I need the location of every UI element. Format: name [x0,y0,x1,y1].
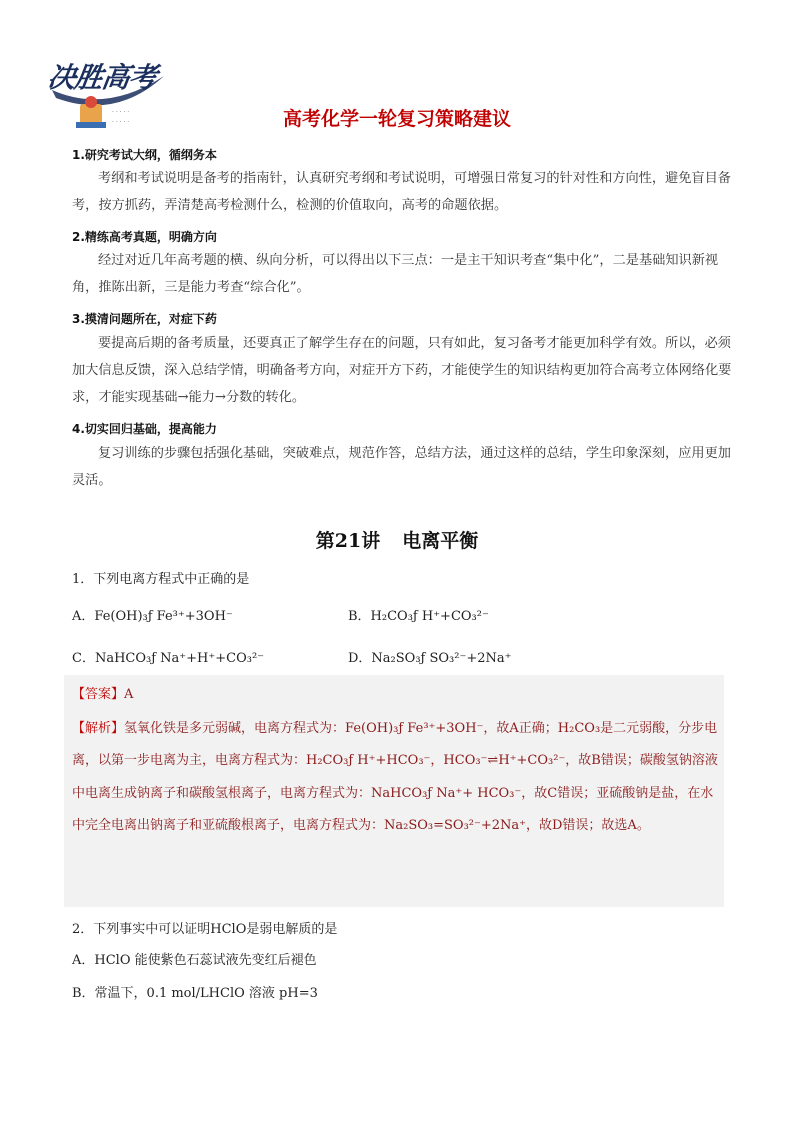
logo-text: 决胜高考 [45,61,159,94]
question-2-stem: 2．下列事实中可以证明HClO是弱电解质的是 [72,922,338,937]
analysis-tag: 【解析】 [72,721,125,736]
answer-tag: 【答案】 [72,687,125,702]
q1-option-b: B．H₂CO₃ƒ H⁺+CO₃²⁻ [348,609,489,624]
svg-text:· · · · ·: · · · · · [112,109,130,116]
lecture-title [0,526,794,553]
q1-option-a: A．Fe(OH)₃ƒ Fe³⁺+3OH⁻ [72,609,233,624]
advice-heading-1: 1.研究考试大纲，循纲务本 [72,148,217,162]
advice-body-2-text: 经过对近几年高考题的横、纵向分析，可以得出以下三点：一是主干知识考查“集中化”，二是基础知识新视角，推陈出新，三是能力考查“综合化”。 [72,253,719,295]
advice-heading-3: 3.摸清问题所在，对症下药 [72,312,217,326]
advice-heading-4: 4.切实回归基础，提高能力 [72,422,217,436]
svg-text:· · · · ·: · · · · · [112,119,130,126]
q1-analysis [72,713,722,843]
q1-option-c: C．NaHCO₃ƒ Na⁺+H⁺+CO₃²⁻ [72,651,265,666]
advice-body-3 [72,330,732,411]
q1-option-d: D．Na₂SO₃ƒ SO₃²⁻+2Na⁺ [348,651,512,666]
advice-body-1-text: 考纲和考试说明是备考的指南针，认真研究考纲和考试说明，可增强日常复习的针对性和方向性，避免盲目备考，按方抓药，弄清楚高考检测什么，检测的价值取向，高考的命题依据。 [72,171,731,213]
advice-body-3-text: 要提高后期的备考质量，还要真正了解学生存在的问题，只有如此，复习备考才能更加科学有效。所以，必须加大信息反馈，深入总结学情，明确备考方向，对症开方下药，才能使学生的知识结构更加符合高考立体网络化要求，才能实现基础→能力→分数的转化。 [72,336,732,405]
advice-body-2 [72,247,732,301]
advice-body-4-text: 复习训练的步骤包括强化基础，突破难点，规范作答，总结方法，通过这样的总结，学生印象深刻，应用更加灵活。 [72,446,731,488]
page-title: 高考化学一轮复习策略建议 [282,108,511,130]
lecture-topic: 电离平衡 [402,530,479,552]
q2-option-a: A．HClO 能使紫色石蕊试液先变红后褪色 [72,953,317,968]
q2-option-b: B．常温下，0.1 mol/LHClO 溶液 pH=3 [72,986,318,1001]
advice-body-1 [72,165,732,219]
q1-answer [72,683,133,702]
lecture-number: 第21讲 [315,530,381,552]
advice-heading-2: 2.精练高考真题，明确方向 [72,230,217,244]
analysis-text: 氢氧化铁是多元弱碱，电离方程式为：Fe(OH)₃ƒ Fe³⁺+3OH⁻，故A正确；H₂CO₃是二元弱酸，分步电离，以第一步电离为主，电离方程式为：H₂CO₃ƒ H⁺+HCO₃⁻，HCO₃⁻⇌H⁺+CO₃²⁻，故B错误；碳酸氢钠溶液中电离生成钠离子和碳酸氢根离子，电离方程式为：NaHCO₃ƒ Na⁺+ HCO₃⁻，故C错误；亚硫酸钠是盐，在水中完全电离出钠离子和亚硫酸根离子，电离方程式为：Na₂SO₃=SO₃²⁻+2Na⁺，故D错误；故选A。 [72,721,718,834]
question-1-stem: 1．下列电离方程式中正确的是 [72,572,250,587]
advice-body-4 [72,440,732,494]
answer-value: A [124,687,134,702]
